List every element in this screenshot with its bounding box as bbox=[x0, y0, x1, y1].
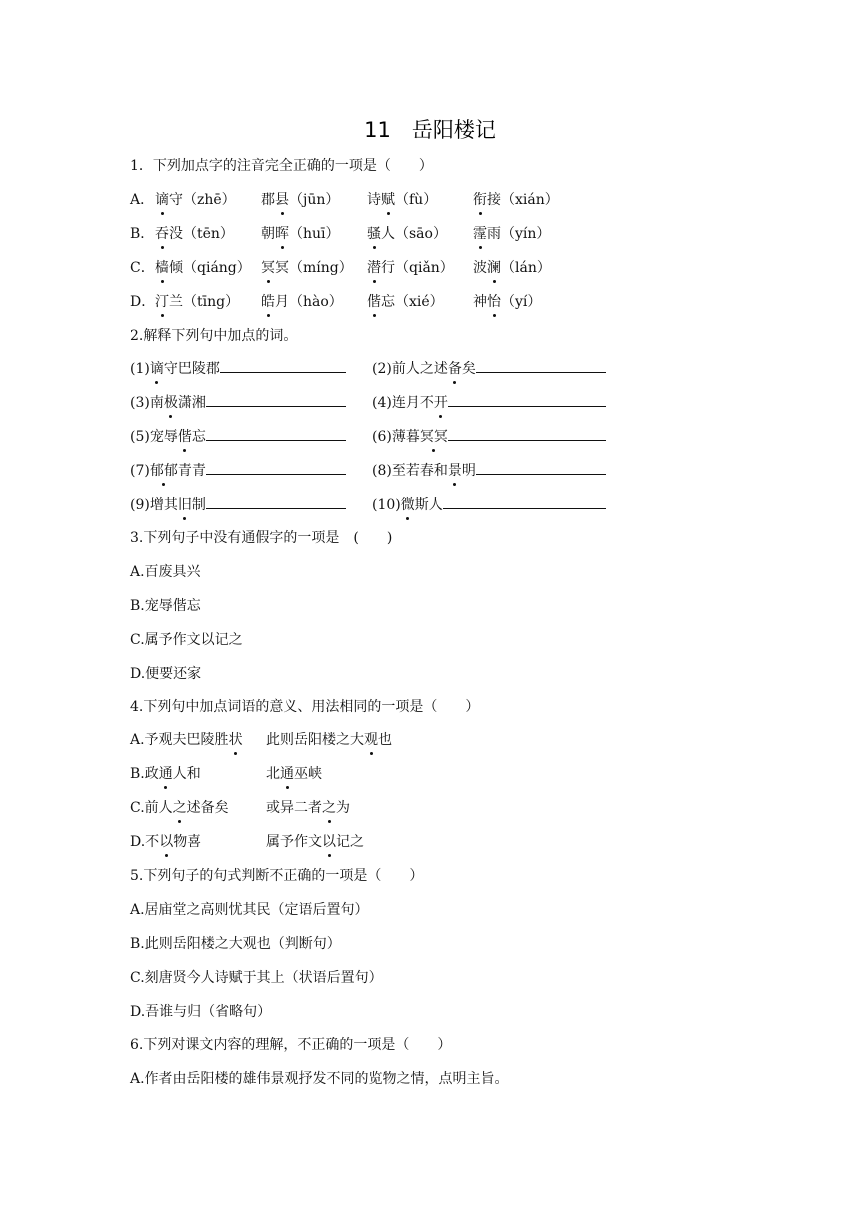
question-1-option-d-item bbox=[261, 292, 343, 312]
pinyin-item-dotted-word: 衔 bbox=[473, 192, 487, 208]
question-2-item bbox=[372, 392, 606, 413]
explain-item-text-after: 矣 bbox=[461, 361, 476, 377]
explain-item-dotted-word: 微 bbox=[400, 497, 415, 513]
pinyin-item-text-after: 没（tēn） bbox=[169, 226, 234, 242]
pinyin-item-dotted-word: 汀 bbox=[155, 294, 169, 310]
question-5-option-c: C.刻唐贤今人诗赋于其上（状语后置句） bbox=[130, 970, 383, 986]
question-5-option-a: A.居庙堂之高则忧其民（定语后置句） bbox=[130, 902, 369, 918]
pinyin-item-dotted-word: 赋 bbox=[381, 192, 395, 208]
pinyin-item-text-after: 忘（xié） bbox=[381, 294, 444, 310]
explain-item-dotted-word: 郁郁 bbox=[149, 463, 178, 479]
explain-item-text-after: 斯人 bbox=[414, 497, 443, 513]
pinyin-item-text-after: 接（xián） bbox=[487, 192, 559, 208]
question-1-option-a-item bbox=[473, 190, 559, 210]
question-2-item bbox=[130, 460, 346, 481]
pinyin-item-dotted-word: 怡 bbox=[487, 294, 501, 310]
pinyin-item-text-before: 朝 bbox=[261, 226, 275, 242]
question-4-option-d-left bbox=[130, 832, 201, 852]
question-4-stem: 4.下列句中加点词语的意义、用法相同的一项是（ ） bbox=[130, 699, 480, 715]
question-2-item bbox=[372, 358, 606, 379]
pinyin-item-dotted-word: 皓 bbox=[261, 294, 275, 310]
question-1-option-c-letter: C． bbox=[130, 260, 155, 276]
question-1-option-b-item bbox=[155, 224, 234, 244]
explain-item-text-before: (2)前人之述 bbox=[372, 361, 448, 377]
page-title: 11 岳阳楼记 bbox=[364, 118, 496, 142]
compare-phrase-text-before: B.政 bbox=[130, 766, 159, 782]
pinyin-item-text-after: 雨（yín） bbox=[487, 226, 551, 242]
compare-phrase-dotted-word: 之 bbox=[322, 800, 336, 816]
pinyin-item-text-before: 波 bbox=[473, 260, 487, 276]
question-3-option-a: A.百废具兴 bbox=[130, 564, 201, 580]
question-1-stem: 1．下列加点字的注音完全正确的一项是（ ） bbox=[130, 158, 433, 174]
question-1-option-d-item bbox=[155, 292, 239, 312]
explain-item-text-before: (4)连月不 bbox=[372, 395, 434, 411]
explain-item-text-after: 守巴陵郡 bbox=[163, 361, 220, 377]
explain-item-text-before: (6)薄暮 bbox=[372, 429, 420, 445]
question-2-item bbox=[372, 426, 606, 447]
pinyin-item-text-after: 冥（míng） bbox=[275, 260, 353, 276]
question-1-option-d-item bbox=[367, 292, 444, 312]
question-1-option-a-item bbox=[367, 190, 437, 210]
question-4-option-b-left bbox=[130, 764, 201, 784]
explain-item-text-before: (8)至若春和 bbox=[372, 463, 448, 479]
compare-phrase-dotted-word: 状 bbox=[228, 732, 243, 748]
explain-item-text-after: 制 bbox=[191, 497, 206, 513]
pinyin-item-dotted-word: 吞 bbox=[155, 226, 169, 242]
pinyin-item-text-after: 人（sāo） bbox=[381, 226, 447, 242]
explain-item-dotted-word: 极 bbox=[163, 395, 178, 411]
question-2-item bbox=[372, 460, 606, 481]
explain-item-dotted-word: 谪 bbox=[149, 361, 164, 377]
pinyin-item-dotted-word: 谪 bbox=[155, 192, 169, 208]
explain-item-dotted-word: 开 bbox=[433, 395, 448, 411]
pinyin-item-text-after: 行（qiǎn） bbox=[381, 260, 454, 276]
pinyin-item-dotted-word: 骚 bbox=[367, 226, 381, 242]
pinyin-item-text-after: 兰（tīng） bbox=[169, 294, 240, 310]
question-1-option-c-item bbox=[155, 258, 251, 278]
pinyin-item-text-after: 月（hào） bbox=[275, 294, 343, 310]
question-5-stem: 5.下列句子的句式判断不正确的一项是（ ） bbox=[130, 868, 424, 884]
question-1-option-c-item bbox=[367, 258, 454, 278]
question-4-option-c-right bbox=[266, 798, 350, 818]
question-2-item bbox=[130, 494, 346, 515]
pinyin-item-dotted-word: 澜 bbox=[487, 260, 501, 276]
question-2-stem: 2.解释下列句中加点的词。 bbox=[130, 328, 298, 344]
question-4-option-a-right bbox=[266, 730, 392, 750]
question-5-option-b: B.此则岳阳楼之大观也（判断句） bbox=[130, 936, 341, 952]
answer-blank[interactable] bbox=[220, 358, 346, 373]
compare-phrase-dotted-word: 通 bbox=[158, 766, 173, 782]
explain-item-text-after: 青青 bbox=[177, 463, 206, 479]
answer-blank[interactable] bbox=[448, 392, 606, 407]
compare-phrase-text-after: 为 bbox=[336, 800, 350, 816]
compare-phrase-text-after: 巫峡 bbox=[294, 766, 322, 782]
question-1-option-d-item bbox=[473, 292, 541, 312]
question-3-option-c: C.属予作文以记之 bbox=[130, 632, 243, 648]
question-1-option-a-item bbox=[261, 190, 339, 210]
explain-item-text-after: 忘 bbox=[191, 429, 206, 445]
compare-phrase-text-before: C.前人 bbox=[130, 800, 173, 816]
compare-phrase-dotted-word: 通 bbox=[280, 766, 294, 782]
compare-phrase-text-after: 记之 bbox=[336, 834, 364, 850]
question-3-stem: 3.下列句子中没有通假字的一项是 ( ) bbox=[130, 530, 393, 546]
compare-phrase-text-before: A.予观夫巴陵胜 bbox=[130, 732, 229, 748]
pinyin-item-dotted-word: 霪 bbox=[473, 226, 487, 242]
answer-blank[interactable] bbox=[206, 392, 346, 407]
pinyin-item-text-after: （lán） bbox=[501, 260, 551, 276]
compare-phrase-text-before: D.不 bbox=[130, 834, 160, 850]
question-4-option-a-left bbox=[130, 730, 243, 750]
answer-blank[interactable] bbox=[476, 358, 606, 373]
explain-item-dotted-word: 偕 bbox=[177, 429, 192, 445]
pinyin-item-dotted-word: 潜 bbox=[367, 260, 381, 276]
question-3-option-d: D.便要还家 bbox=[130, 666, 202, 682]
answer-blank[interactable] bbox=[443, 494, 606, 509]
question-1-option-b-item bbox=[261, 224, 340, 244]
pinyin-item-text-after: （yí） bbox=[501, 294, 542, 310]
pinyin-item-dotted-word: 偕 bbox=[367, 294, 381, 310]
pinyin-item-dotted-word: 冥 bbox=[261, 260, 275, 276]
compare-phrase-text-after: 述备矣 bbox=[186, 800, 229, 816]
question-1-option-b-letter: B． bbox=[130, 226, 155, 242]
question-4-option-c-left bbox=[130, 798, 229, 818]
pinyin-item-dotted-word: 樯 bbox=[155, 260, 169, 276]
pinyin-item-text-before: 诗 bbox=[367, 192, 381, 208]
pinyin-item-text-before: 郡 bbox=[261, 192, 275, 208]
compare-phrase-text-before: 此则岳阳楼之大 bbox=[266, 732, 364, 748]
pinyin-item-dotted-word: 县 bbox=[275, 192, 289, 208]
answer-blank[interactable] bbox=[476, 460, 606, 475]
question-1-option-d-letter: D． bbox=[130, 294, 156, 310]
explain-item-text-after: 潇湘 bbox=[177, 395, 206, 411]
compare-phrase-text-after: 物喜 bbox=[173, 834, 202, 850]
explain-item-text-before: (10) bbox=[372, 497, 401, 513]
explain-item-text-before: (1) bbox=[130, 361, 150, 377]
compare-phrase-text-after: 也 bbox=[378, 732, 392, 748]
answer-blank[interactable] bbox=[206, 426, 346, 441]
pinyin-item-text-before: 神 bbox=[473, 294, 487, 310]
question-1-option-a-letter: A． bbox=[130, 192, 155, 208]
question-2-item bbox=[372, 494, 606, 515]
question-4-option-b-right bbox=[266, 764, 322, 784]
explain-item-dotted-word: 旧 bbox=[177, 497, 192, 513]
question-1-option-b-item bbox=[473, 224, 550, 244]
explain-item-text-before: (7) bbox=[130, 463, 150, 479]
explain-item-dotted-word: 备 bbox=[447, 361, 462, 377]
answer-blank[interactable] bbox=[206, 460, 346, 475]
question-1-option-a-item bbox=[155, 190, 236, 210]
pinyin-item-text-after: 守（zhē） bbox=[169, 192, 236, 208]
question-1-option-b-item bbox=[367, 224, 447, 244]
question-2-item bbox=[130, 392, 346, 413]
question-2-item bbox=[130, 358, 346, 379]
pinyin-item-text-after: 倾（qiáng） bbox=[169, 260, 251, 276]
compare-phrase-dotted-word: 以 bbox=[159, 834, 174, 850]
question-2-item bbox=[130, 426, 346, 447]
pinyin-item-text-after: （jūn） bbox=[289, 192, 340, 208]
compare-phrase-text-before: 属予作文 bbox=[266, 834, 322, 850]
question-1-option-c-item bbox=[261, 258, 353, 278]
answer-blank[interactable] bbox=[206, 494, 346, 509]
question-6-stem: 6.下列对课文内容的理解，不正确的一项是（ ） bbox=[130, 1037, 452, 1053]
compare-phrase-dotted-word: 之 bbox=[172, 800, 187, 816]
explain-item-text-before: (5)宠辱 bbox=[130, 429, 178, 445]
compare-phrase-text-before: 或异二者 bbox=[266, 800, 322, 816]
question-6-option-a: A.作者由岳阳楼的雄伟景观抒发不同的览物之情，点明主旨。 bbox=[130, 1071, 509, 1087]
explain-item-dotted-word: 冥冥 bbox=[419, 429, 448, 445]
explain-item-text-before: (3)南 bbox=[130, 395, 164, 411]
explain-item-text-before: (9)增其 bbox=[130, 497, 178, 513]
explain-item-text-after: 明 bbox=[461, 463, 476, 479]
pinyin-item-text-after: （fù） bbox=[395, 192, 438, 208]
question-3-option-b: B.宠辱偕忘 bbox=[130, 598, 201, 614]
compare-phrase-dotted-word: 以 bbox=[322, 834, 336, 850]
question-1-option-c-item bbox=[473, 258, 551, 278]
question-5-option-d: D.吾谁与归（省略句） bbox=[130, 1004, 272, 1020]
pinyin-item-dotted-word: 晖 bbox=[275, 226, 289, 242]
compare-phrase-dotted-word: 观 bbox=[364, 732, 378, 748]
answer-blank[interactable] bbox=[448, 426, 606, 441]
pinyin-item-text-after: （huī） bbox=[289, 226, 340, 242]
compare-phrase-text-before: 北 bbox=[266, 766, 280, 782]
explain-item-dotted-word: 景 bbox=[447, 463, 462, 479]
compare-phrase-text-after: 人和 bbox=[172, 766, 201, 782]
question-4-option-d-right bbox=[266, 832, 364, 852]
